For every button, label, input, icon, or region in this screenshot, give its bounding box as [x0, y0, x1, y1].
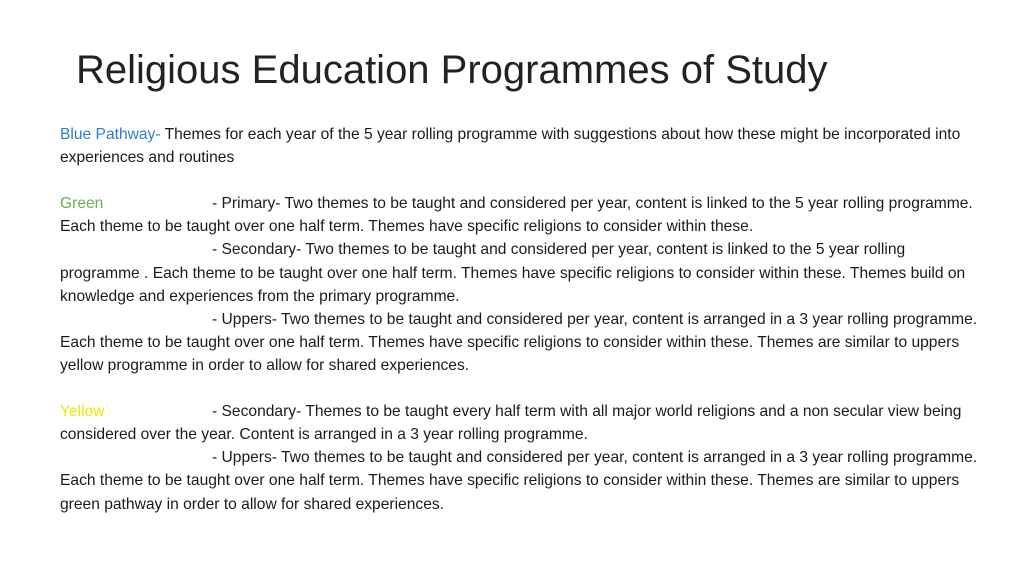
- blue-pathway-paragraph: [60, 123, 980, 169]
- spacer: [60, 169, 980, 192]
- spacer: [60, 377, 980, 400]
- page-title: Religious Education Programmes of Study: [76, 48, 828, 92]
- blue-pathway-text: Themes for each year of the 5 year rolling programme with suggestions about how these might be incorporated into experiences and routines: [60, 126, 961, 167]
- green-primary-paragraph: [60, 192, 980, 238]
- green-uppers-paragraph: - Uppers- Two themes to be taught and considered per year, content is arranged in a 3 year rolling programme. Each theme to be taught over one half term. Themes have specific religions to consider within these. Themes are similar to uppers yellow programme in order to allow for shared experiences.: [60, 310, 978, 374]
- yellow-secondary-paragraph: [60, 400, 980, 446]
- blue-pathway-label: Blue Pathway-: [60, 126, 161, 143]
- green-primary-text: - Primary- Two themes to be taught and considered per year, content is linked to the 5 year rolling programme. Each theme to be taught over one half term. Themes have specific religions to consider within these.: [60, 195, 973, 236]
- green-pathway-label: Green: [60, 195, 104, 213]
- yellow-pathway-label: Yellow: [60, 403, 105, 421]
- yellow-secondary-text: - Secondary- Themes to be taught every half term with all major world religions and a non secular view being considered over the year. Content is arranged in a 3 year rolling programme.: [60, 403, 962, 444]
- green-secondary-paragraph: - Secondary- Two themes to be taught and considered per year, content is linked to the 5 year rolling programme . Each theme to be taught over one half term. Themes have specific religions to consider within these. Themes build on knowledge and experiences from the primary programme.: [60, 241, 966, 305]
- slide-body: [60, 123, 980, 516]
- yellow-uppers-paragraph: - Uppers- Two themes to be taught and considered per year, content is arranged in a 3 year rolling programme. Each theme to be taught over one half term. Themes have specific religions to consider within these. Themes are similar to uppers green pathway in order to allow for shared experiences.: [60, 449, 978, 513]
